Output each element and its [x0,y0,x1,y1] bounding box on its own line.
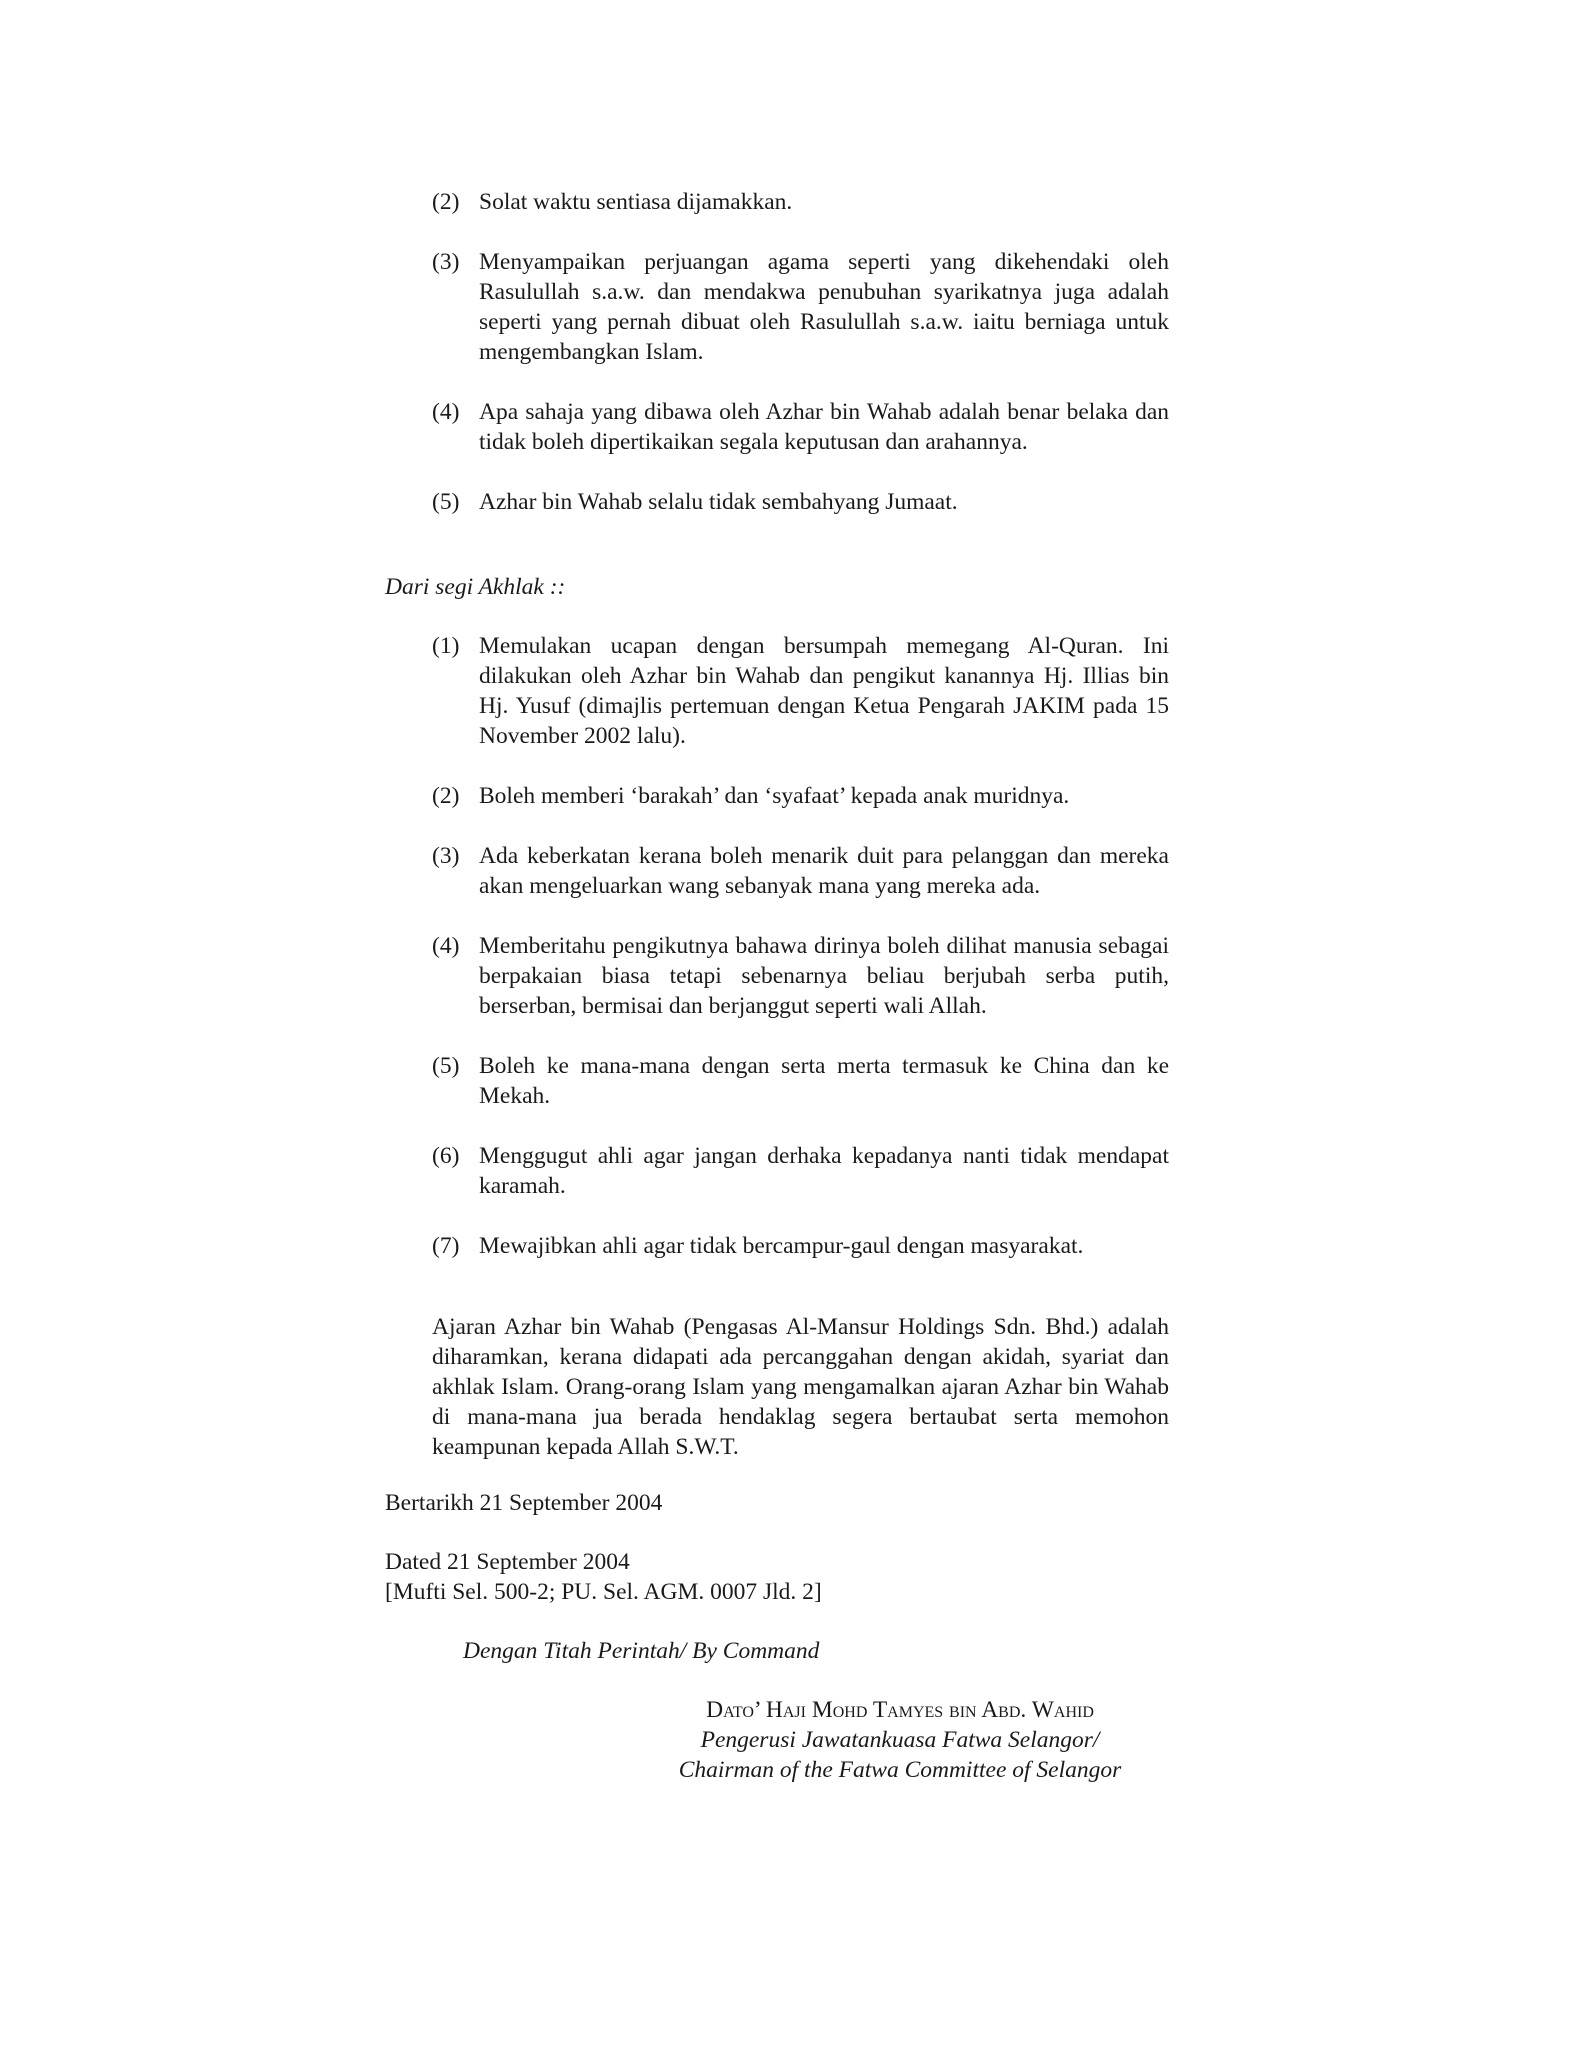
item-text: Memulakan ucapan dengan bersumpah memegang Al-Quran. Ini dilakukan oleh Azhar bin Wahab dan pengikut kanannya Hj. Illias bin Hj. Yusuf (dimajlis pertemuan dengan Ketua Pengarah JAKIM pada 15 November 2002 lalu). [479,633,1169,749]
item-text: Ada keberkatan kerana boleh menarik duit para pelanggan dan mereka akan mengeluarkan wang sebanyak mana yang mereka ada. [479,843,1169,899]
item-number: (2) [432,189,460,215]
list-item [432,931,1169,1021]
item-text: Mewajibkan ahli agar tidak bercampur-gaul dengan masyarakat. [479,1233,1084,1259]
item-text: Boleh ke mana-mana dengan serta merta termasuk ke China dan ke Mekah. [479,1053,1169,1109]
list-item [432,397,1169,457]
item-number: (3) [432,843,460,869]
item-text: Boleh memberi ‘barakah’ dan ‘syafaat’ kepada anak muridnya. [479,783,1070,809]
list-item [432,187,1169,217]
item-number: (4) [432,399,460,425]
conclusion-paragraph: Ajaran Azhar bin Wahab (Pengasas Al-Mansur Holdings Sdn. Bhd.) adalah diharamkan, kerana didapati ada percanggahan dengan akidah, syariat dan akhlak Islam. Orang-orang Islam yang mengamalkan ajaran Azhar bin Wahab di mana-mana jua berada hendaklag segera bertaubat serta memohon keampunan kepada Allah S.W.T. [432,1314,1169,1460]
signatory-title-malay: Pengerusi Jawatankuasa Fatwa Selangor/ [700,1727,1100,1753]
item-number: (5) [432,489,460,515]
signatory-title-english: Chairman of the Fatwa Committee of Selangor [678,1757,1122,1783]
item-text: Azhar bin Wahab selalu tidak sembahyang Jumaat. [479,489,958,515]
list-item [432,1051,1169,1111]
date-english: Dated 21 September 2004 [385,1549,630,1575]
command-line: Dengan Titah Perintah/ By Command [463,1638,820,1664]
item-text: Apa sahaja yang dibawa oleh Azhar bin Wahab adalah benar belaka dan tidak boleh dipertikaikan segala keputusan dan arahannya. [479,399,1169,455]
date-malay: Bertarikh 21 September 2004 [385,1490,663,1516]
list-item [432,1141,1169,1201]
item-number: (4) [432,933,460,959]
item-text: Memberitahu pengikutnya bahawa dirinya boleh dilihat manusia sebagai berpakaian biasa tetapi sebenarnya beliau berjubah serba putih, berserban, bermisai dan berjanggut seperti wali Allah. [479,933,1169,1019]
item-text: Menggugut ahli agar jangan derhaka kepadanya nanti tidak mendapat karamah. [479,1143,1169,1199]
list-item [432,1231,1169,1261]
list-item [432,631,1169,751]
akhlak-heading: Dari segi Akhlak :: [385,574,566,600]
item-number: (7) [432,1233,460,1259]
reference-number: [Mufti Sel. 500-2; PU. Sel. AGM. 0007 Jld. 2] [385,1579,822,1605]
item-number: (1) [432,633,460,659]
item-number: (6) [432,1143,460,1169]
item-number: (5) [432,1053,460,1079]
list-item [432,487,1169,517]
list-item [432,841,1169,901]
item-number: (2) [432,783,460,809]
signatory-name: Dato’ Haji Mohd Tamyes bin Abd. Wahid [706,1697,1094,1723]
item-text: Menyampaikan perjuangan agama seperti yang dikehendaki oleh Rasulullah s.a.w. dan mendakwa penubuhan syarikatnya juga adalah seperti yang pernah dibuat oleh Rasulullah s.a.w. iaitu berniaga untuk mengembangkan Islam. [479,249,1169,365]
syariat-list [432,187,1169,517]
item-text: Solat waktu sentiasa dijamakkan. [479,189,793,215]
akhlak-list [432,631,1169,1261]
list-item [432,247,1169,367]
signature-block [640,1695,1160,1785]
list-item [432,781,1169,811]
item-number: (3) [432,249,460,275]
